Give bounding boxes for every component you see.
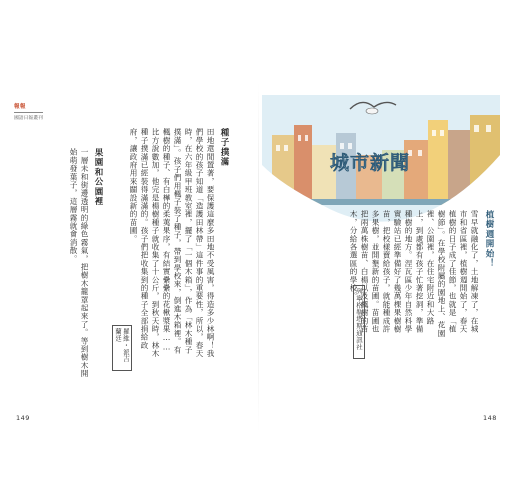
building	[272, 135, 294, 205]
running-header	[14, 102, 43, 121]
building	[428, 120, 448, 205]
article1-heading: 種子撲滿	[219, 128, 229, 167]
right-article-heading: 植樹週開始！	[484, 210, 494, 269]
article1-author: 羅維・派吉蘭廷	[112, 325, 132, 371]
header-series: 報報	[14, 104, 26, 110]
gutter	[258, 82, 259, 432]
building	[294, 125, 312, 205]
header-section: 國語日報叢刊	[14, 112, 43, 121]
right-article-body: 雪早就融化了，土地解凍了，在城市和省區裡，植樹週開始了，春天植樹的日子成了佳節，也就是「植樹節」。在學校附屬的園地上、花園裡、公園裡，在住宅附近和大路上，到處都有孩子忙著挖洞，準備種樹的地方。涅瓦區少年自然科學實驗站已經準備好了幾萬棵果樹樹苗，把校樣賣給孩子，就能種成許多果樹，並開墾新的苗圃。苗圃也把兩萬株樹苗、白楊以及楓樹的苗木，分給各選區的學校。	[349, 210, 479, 338]
page-number-right: 148	[483, 414, 497, 422]
article1-body: 田地還閒置著，要保護這麼多田地不受風害，得造多少林啊！我們學校的孩子知道「造護田林帶」這件事的重要性，所以，春天時，在六年級甲班教室裡，擺了「一個木箱」，作為「林木種子撲滿」。孩子們用楓子裝了種子，帶到學校來，倒進木箱裡。有楓樹的種子、有白樺的柔荑果序，有結實纍纍的花楸漿果……比方說數加，他完是楊樹種子就收集了十公斤，到秋天時，林木種子撲滿已經裝得滿滿的。孩子們把收集到的種子全部捐給政府，讓政府用來闢設新的苗圃。	[129, 128, 215, 358]
right-article-author: 列寧格勒塔斯通訊社	[353, 285, 365, 359]
page-number-left: 149	[16, 414, 30, 422]
street	[262, 199, 500, 205]
article2-body: 一層未和街邊透明的綠色霧氣，把樹木籠罩起來了。等到樹木開始萌發葉子，這層霧就會消散。	[69, 148, 89, 378]
article2-heading: 果園和公園裡	[93, 148, 103, 207]
section-title: 城市新聞	[330, 152, 411, 174]
building	[448, 130, 470, 205]
